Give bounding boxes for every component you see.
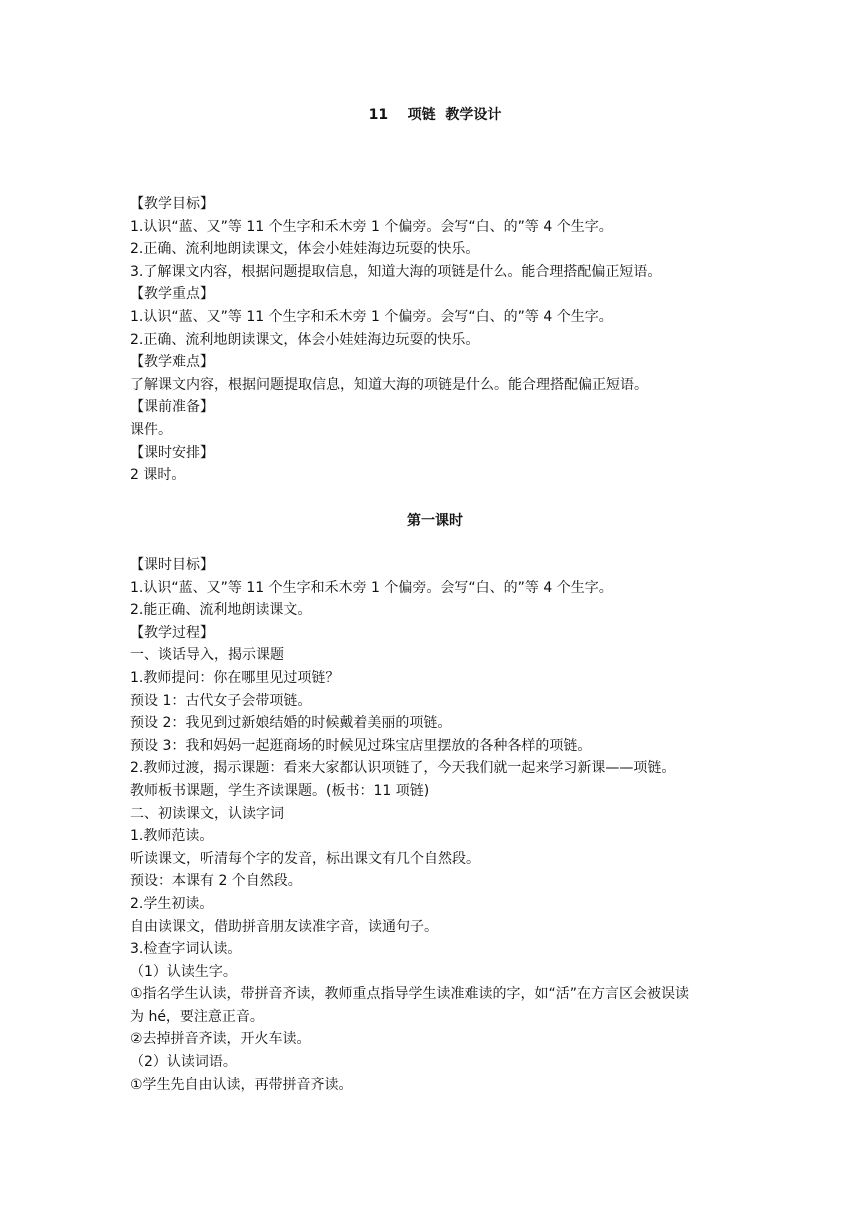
paragraph: 2.正确、流利地朗读课文，体会小娃娃海边玩耍的快乐。 [130,331,480,348]
paragraph: 3.了解课文内容，根据问题提取信息，知道大海的项链是什么。能合理搭配偏正短语。 [130,263,662,280]
paragraph: 3.检查字词认读。 [130,941,242,958]
paragraph: 一、谈话导入，揭示课题 [130,647,284,664]
heading-teaching-goals: 【教学目标】 [130,196,214,212]
paragraph: 2.能正确、流利地朗读课文。 [130,602,312,619]
paragraph: 预设：本课有 2 个自然段。 [130,873,302,890]
heading-schedule: 【课时安排】 [130,444,214,461]
paragraph: ①指名学生认读，带拼音齐读，教师重点指导学生读准难读的字，如“活”在方言区会被误读 [130,986,690,1003]
paragraph: 课件。 [130,421,172,438]
paragraph: 听读课文，听清每个字的发音，标出课文有几个自然段。 [130,850,480,867]
paragraph: 2 课时。 [130,467,186,484]
paragraph: 预设 1：古代女子会带项链。 [130,692,312,709]
paragraph: 自由读课文，借助拼音朋友读准字音，读通句子。 [130,918,438,935]
paragraph: ①学生先自由认读，再带拼音齐读。 [130,1076,353,1093]
paragraph: 预设 3：我和妈妈一起逛商场的时候见过珠宝店里摆放的各种各样的项链。 [130,737,592,754]
heading-teaching-focus: 【教学重点】 [130,286,214,303]
document-title: 11 项链 教学设计 [368,107,502,123]
paragraph: 2.学生初读。 [130,895,214,912]
paragraph: 二、初读课文，认读字词 [130,805,284,822]
section-lesson-one [130,554,740,1096]
section-overview [130,193,740,487]
heading-lesson-goals: 【课时目标】 [130,557,214,573]
paragraph: ②去掉拼音齐读，开火车读。 [130,1031,311,1048]
document-page [130,0,740,1216]
paragraph: 1.教师范读。 [130,828,214,845]
paragraph: 1.教师提问：你在哪里见过项链？ [130,669,340,686]
heading-teaching-process: 【教学过程】 [130,624,214,641]
paragraph: 了解课文内容，根据问题提取信息，知道大海的项链是什么。能合理搭配偏正短语。 [130,376,648,393]
paragraph: （1）认读生字。 [130,963,237,980]
paragraph: 教师板书课题，学生齐读课题。(板书：11 项链) [130,782,430,799]
paragraph: 1.认识“蓝、又”等 11 个生字和禾木旁 1 个偏旁。会写“白、的”等 4 个生字。 [130,218,613,235]
paragraph: 1.认识“蓝、又”等 11 个生字和禾木旁 1 个偏旁。会写“白、的”等 4 个生字。 [130,579,613,596]
paragraph: 预设 2：我见到过新娘结婚的时候戴着美丽的项链。 [130,715,452,732]
paragraph: 1.认识“蓝、又”等 11 个生字和禾木旁 1 个偏旁。会写“白、的”等 4 个生字。 [130,308,613,325]
paragraph: 为 hé，要注意正音。 [130,1008,264,1025]
heading-teaching-difficulty: 【教学难点】 [130,354,214,371]
paragraph: 2.教师过渡，揭示课题：看来大家都认识项链了，今天我们就一起来学习新课——项链。 [130,760,676,777]
lesson-title: 第一课时 [407,513,463,529]
paragraph: （2）认读词语。 [130,1054,237,1071]
heading-preparation: 【课前准备】 [130,399,214,416]
paragraph: 2.正确、流利地朗读课文，体会小娃娃海边玩耍的快乐。 [130,241,480,258]
